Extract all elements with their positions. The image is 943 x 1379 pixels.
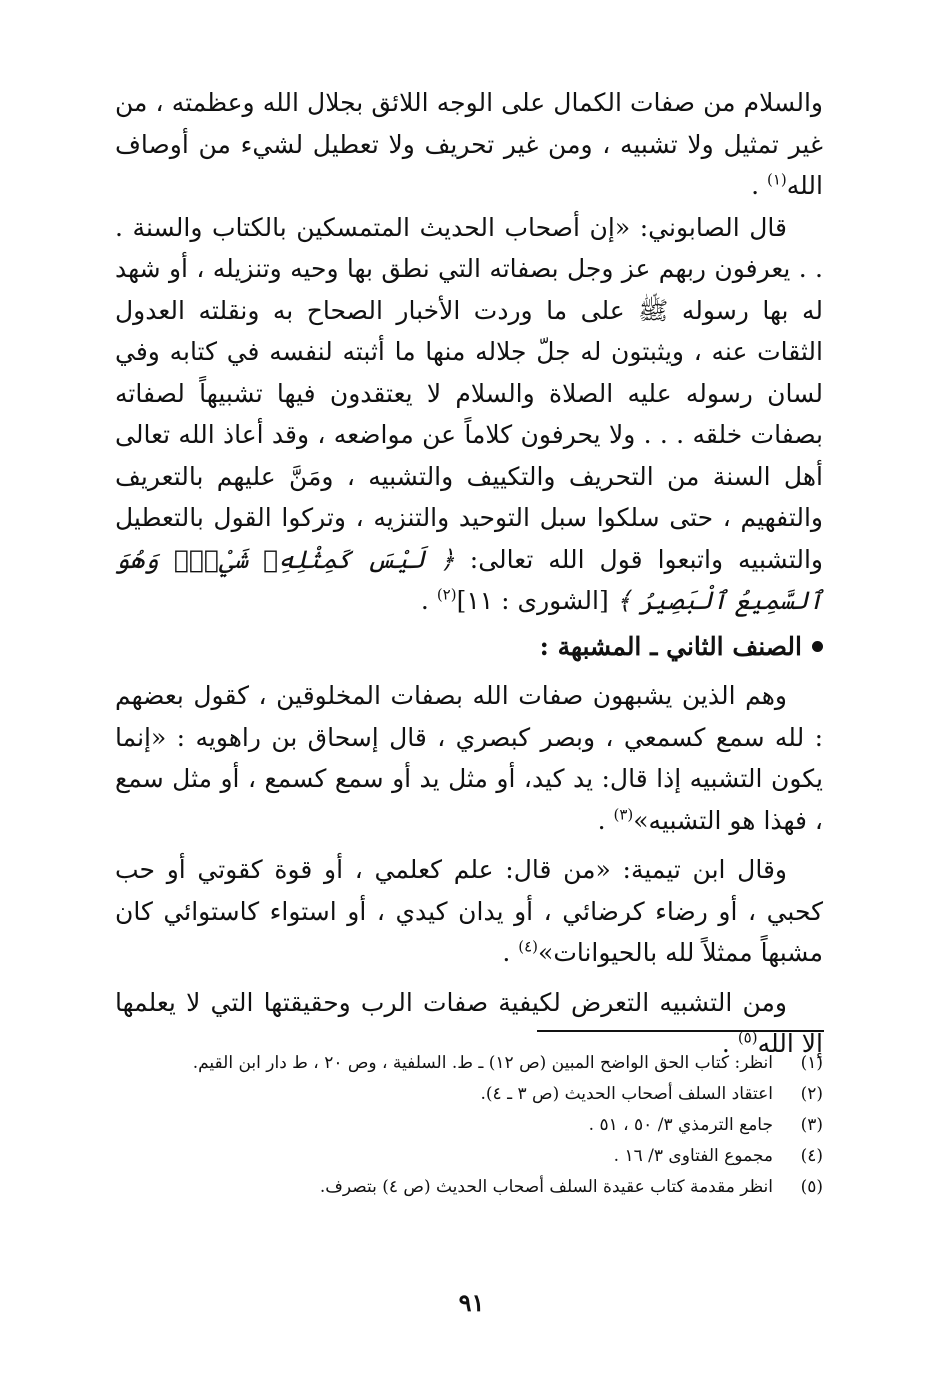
section-heading: [115, 626, 823, 668]
paragraph-4-end: .: [502, 938, 511, 967]
section-heading-text: الصنف الثاني ـ المشبهة :: [539, 631, 802, 661]
page-number: ٩١: [458, 1288, 485, 1317]
footnote-ref-1: (١): [766, 170, 787, 189]
footnote-ref-4: (٤): [518, 937, 539, 956]
footnote-item: [115, 1048, 823, 1079]
footnote-text: انظر: كتاب الحق الواضح المبين (ص ١٢) ـ ط. السلفية ، وص ٢٠ ، ط دار ابن القيم.: [192, 1053, 773, 1073]
footnote-item: [115, 1110, 823, 1141]
paragraph-2: [115, 207, 823, 622]
paragraph-1-end: .: [751, 171, 760, 200]
bullet-icon: [812, 641, 823, 652]
paragraph-3-text: وهم الذين يشبهون صفات الله بصفات المخلوقين ، كقول بعضهم : لله سمع كسمعي ، وبصر كبصري ، قال إسحاق بن راهويه : «إنما يكون التشبيه إذا قال: يد كيد، أو مثل يد أو سمع كسمع ، أو مثل سمع ، فهذا هو التشبيه»: [115, 681, 823, 835]
footnote-text: مجموع الفتاوى ٣/ ١٦ .: [613, 1146, 773, 1166]
quran-verse: ﴿ لَيْسَ كَمِثْلِهِۦ شَيْءٌۖ وَهُوَ ٱلسَّمِيعُ ٱلْبَصِيرُ ﴾: [115, 544, 823, 615]
paragraph-5-text: ومن التشبيه التعرض لكيفية صفات الرب وحقيقتها التي لا يعلمها إلا الله: [115, 987, 823, 1058]
verse-citation: [الشورى : ١١]: [456, 586, 609, 615]
paragraph-3: [115, 675, 823, 841]
footnote-number: (٤): [800, 1146, 823, 1166]
footnote-item: [115, 1079, 823, 1110]
footnote-ref-5: (٥): [737, 1028, 758, 1047]
paragraph-2-end: .: [420, 586, 429, 615]
paragraph-4-text: وقال ابن تيمية: «من قال: علم كعلمي ، أو قوة كقوتي أو حب كحبي ، أو رضاء كرضائي ، أو يدان كيدي ، أو استواء كاستوائي كان مشبهاً ممثلاً لله بالحيوانات»: [115, 855, 823, 967]
footnote-number: (٢): [800, 1084, 823, 1104]
footnote-number: (٣): [800, 1115, 823, 1135]
footnote-divider: [537, 1030, 824, 1032]
paragraph-2-text: قال الصابوني: «إن أصحاب الحديث المتمسكين بالكتاب والسنة . . . يعرفون ربهم عز وجل بصفاته التي نطق بها وحيه وتنزيله ، أو شهد له بها رسوله ﷺ على ما وردت الأخبار الصحاح به ونقلته العدول الثقات عنه ، ويثبتون له جلّ جلاله منها ما أثبته لنفسه في كتابه وفي لسان رسوله عليه الصلاة والسلام لا يعتقدون فيها تشبيهاً لصفاته بصفات خلقه . . . ولا يحرفون كلاماً عن مواضعه ، وقد أعاذ الله تعالى أهل السنة من التحريف والتكييف والتشبيه ، ومَنَّ عليهم بالتعريف والتفهيم ، حتى سلكوا سبل التوحيد والتنزيه ، وتركوا القول بالتعطيل والتشبيه واتبعوا قول الله تعالى:: [115, 212, 823, 574]
paragraph-1-text: والسلام من صفات الكمال على الوجه اللائق بجلال الله وعظمته ، من غير تمثيل ولا تشبيه ، ومن غير تحريف ولا تعطيل لشيء من أوصاف الله: [115, 88, 823, 200]
main-text: [115, 82, 823, 1065]
footnote-number: (٥): [800, 1177, 823, 1197]
footnote-text: جامع الترمذي ٣/ ٥٠ ، ٥١ .: [588, 1115, 773, 1135]
footnote-item: [115, 1172, 823, 1203]
footnotes: [115, 1048, 823, 1203]
paragraph-3-end: .: [597, 805, 606, 835]
footnote-text: اعتقاد السلف أصحاب الحديث (ص ٣ ـ ٤).: [480, 1084, 773, 1104]
paragraph-4: [115, 849, 823, 974]
footnote-number: (١): [800, 1053, 823, 1073]
footnote-ref-2: (٢): [436, 585, 457, 604]
footnote-item: [115, 1141, 823, 1172]
footnote-ref-3: (٣): [613, 805, 634, 824]
paragraph-5-end: .: [721, 1029, 730, 1058]
paragraph-1: [115, 82, 823, 207]
footnote-text: انظر مقدمة كتاب عقيدة السلف أصحاب الحديث (ص ٤) بتصرف.: [319, 1177, 773, 1197]
